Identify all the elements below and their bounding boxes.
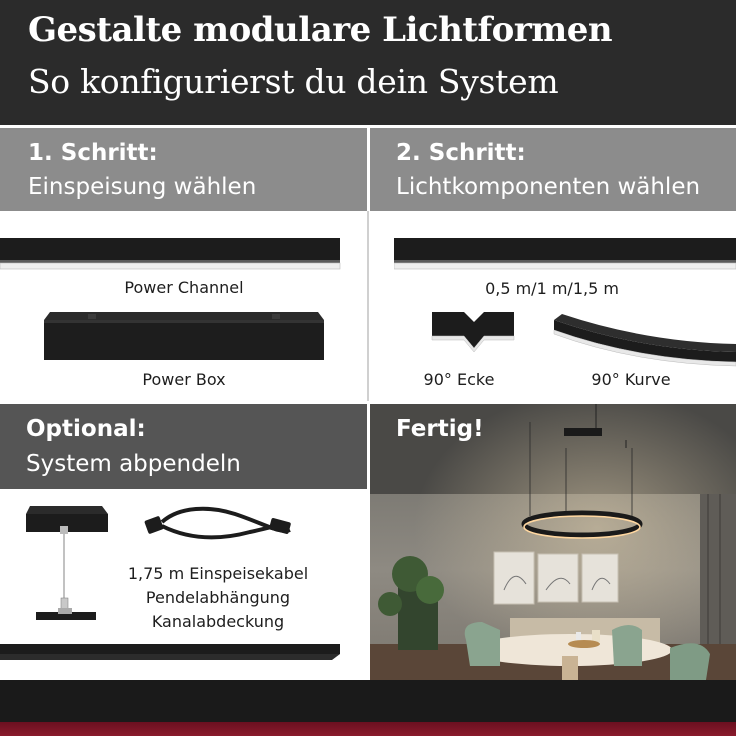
step2-subheading: Lichtkomponenten wählen (396, 174, 701, 200)
corner-label: 90° Ecke (423, 370, 495, 389)
corner-product (428, 306, 518, 356)
room-photo (370, 404, 736, 680)
option-line-1: 1,75 m Einspeisekabel (127, 564, 309, 583)
option-line-2: Pendelabhängung (145, 588, 291, 607)
optional-subheading: System abpendeln (26, 451, 241, 477)
pendant-kit-product (22, 500, 112, 630)
footer-band (0, 680, 736, 736)
page-subtitle: So konfigurierst du dein System (28, 62, 559, 101)
optional-heading: Optional: (26, 416, 146, 442)
light-channel-product (394, 232, 736, 272)
step1-heading: 1. Schritt: (28, 140, 158, 166)
curve-label: 90° Kurve (591, 370, 671, 389)
option-line-3: Kanalabdeckung (151, 612, 285, 631)
channel-cover-product (0, 640, 345, 664)
column-divider (367, 211, 369, 401)
lengths-label: 0,5 m/1 m/1,5 m (485, 279, 619, 298)
power-cable-product (140, 500, 300, 550)
curve-product (550, 306, 736, 368)
done-heading: Fertig! (396, 416, 484, 442)
power-box-product (40, 306, 330, 366)
power-box-label: Power Box (142, 370, 226, 389)
step2-heading: 2. Schritt: (396, 140, 526, 166)
power-channel-product (0, 232, 345, 272)
power-channel-label: Power Channel (124, 278, 244, 297)
step1-subheading: Einspeisung wählen (28, 174, 257, 200)
page-title: Gestalte modulare Lichtformen (28, 10, 613, 50)
